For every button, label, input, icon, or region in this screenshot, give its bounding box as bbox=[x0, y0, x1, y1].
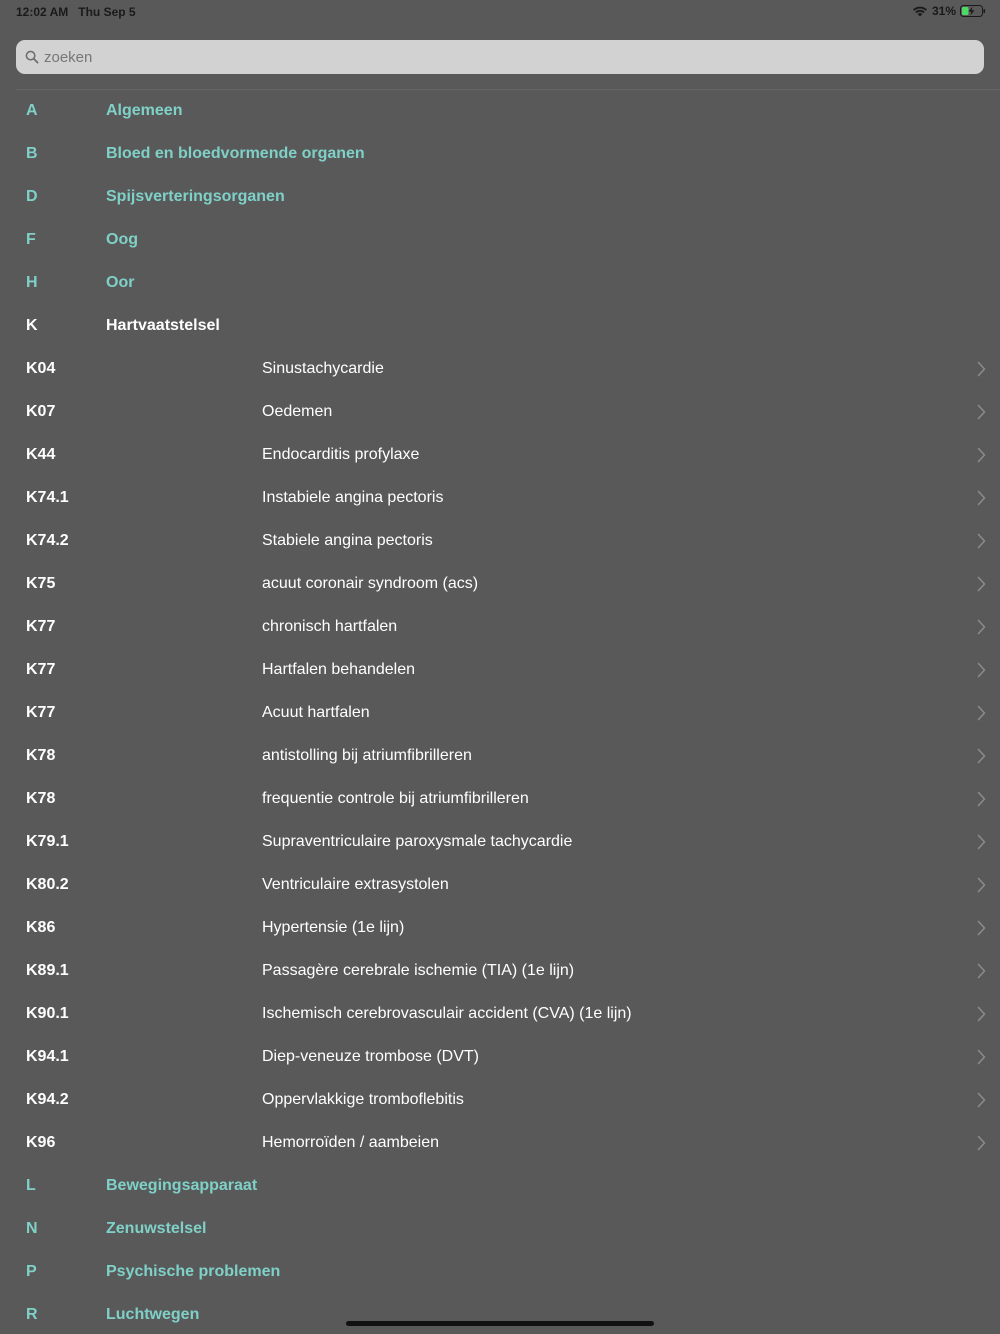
item-code: K77 bbox=[26, 704, 56, 721]
list-item[interactable] bbox=[0, 864, 1000, 907]
category-list bbox=[0, 90, 1000, 1334]
category-row[interactable] bbox=[0, 1294, 1000, 1334]
list-item[interactable] bbox=[0, 649, 1000, 692]
list-item[interactable] bbox=[0, 778, 1000, 821]
list-item[interactable] bbox=[0, 1122, 1000, 1165]
chevron-right-icon bbox=[977, 404, 986, 420]
item-code: K96 bbox=[26, 1134, 56, 1151]
category-row[interactable] bbox=[0, 1165, 1000, 1208]
chevron-right-icon bbox=[977, 1006, 986, 1022]
list-item[interactable] bbox=[0, 348, 1000, 391]
category-code: R bbox=[26, 1306, 38, 1323]
item-code: K77 bbox=[26, 618, 56, 635]
status-left bbox=[16, 5, 136, 19]
chevron-right-icon bbox=[977, 920, 986, 936]
chevron-right-icon bbox=[977, 1049, 986, 1065]
category-code: P bbox=[26, 1263, 37, 1280]
list-item[interactable] bbox=[0, 520, 1000, 563]
category-code: H bbox=[26, 274, 38, 291]
item-code: K86 bbox=[26, 919, 56, 936]
item-title: Hemorroïden / aambeien bbox=[262, 1134, 439, 1151]
list-item[interactable] bbox=[0, 477, 1000, 520]
item-code: K78 bbox=[26, 747, 56, 764]
list-item[interactable] bbox=[0, 821, 1000, 864]
item-code: K79.1 bbox=[26, 833, 69, 850]
item-title: Instabiele angina pectoris bbox=[262, 489, 444, 506]
category-title: Spijsverteringsorganen bbox=[106, 188, 285, 205]
status-date: Thu Sep 5 bbox=[78, 5, 136, 19]
item-title: Oedemen bbox=[262, 403, 333, 420]
item-code: K80.2 bbox=[26, 876, 69, 893]
category-title: Oog bbox=[106, 231, 138, 248]
item-code: K74.1 bbox=[26, 489, 69, 506]
chevron-right-icon bbox=[977, 963, 986, 979]
category-row[interactable] bbox=[0, 90, 1000, 133]
chevron-right-icon bbox=[977, 662, 986, 678]
list-item[interactable] bbox=[0, 1079, 1000, 1122]
chevron-right-icon bbox=[977, 1092, 986, 1108]
chevron-right-icon bbox=[977, 705, 986, 721]
item-title: Endocarditis profylaxe bbox=[262, 446, 420, 463]
category-row[interactable] bbox=[0, 176, 1000, 219]
item-code: K07 bbox=[26, 403, 56, 420]
category-row[interactable] bbox=[0, 262, 1000, 305]
category-title: Algemeen bbox=[106, 102, 183, 119]
chevron-right-icon bbox=[977, 490, 986, 506]
home-indicator[interactable] bbox=[346, 1321, 654, 1326]
item-code: K44 bbox=[26, 446, 56, 463]
category-code: F bbox=[26, 231, 36, 248]
category-title: Luchtwegen bbox=[106, 1306, 200, 1323]
item-title: frequentie controle bij atriumfibrilleren bbox=[262, 790, 529, 807]
list-item[interactable] bbox=[0, 950, 1000, 993]
item-code: K78 bbox=[26, 790, 56, 807]
category-code: L bbox=[26, 1177, 36, 1194]
item-code: K94.2 bbox=[26, 1091, 69, 1108]
item-title: Hartfalen behandelen bbox=[262, 661, 416, 678]
category-title: Zenuwstelsel bbox=[106, 1220, 207, 1237]
category-title: Hartvaatstelsel bbox=[106, 317, 220, 334]
item-code: K77 bbox=[26, 661, 56, 678]
wifi-icon bbox=[912, 5, 928, 17]
item-code: K04 bbox=[26, 360, 56, 377]
category-code: N bbox=[26, 1220, 38, 1237]
item-title: Sinustachycardie bbox=[262, 360, 384, 377]
chevron-right-icon bbox=[977, 533, 986, 549]
item-title: Supraventriculaire paroxysmale tachycardie bbox=[262, 833, 573, 850]
item-code: K94.1 bbox=[26, 1048, 69, 1065]
list-item[interactable] bbox=[0, 993, 1000, 1036]
item-title: Stabiele angina pectoris bbox=[262, 532, 433, 549]
list-item[interactable] bbox=[0, 907, 1000, 950]
chevron-right-icon bbox=[977, 447, 986, 463]
item-code: K89.1 bbox=[26, 962, 69, 979]
search-bar[interactable] bbox=[16, 40, 984, 74]
category-title: Bewegingsapparaat bbox=[106, 1177, 258, 1194]
category-row[interactable] bbox=[0, 219, 1000, 262]
chevron-right-icon bbox=[977, 748, 986, 764]
search-input[interactable] bbox=[44, 40, 964, 74]
chevron-right-icon bbox=[977, 361, 986, 377]
status-right bbox=[912, 4, 986, 18]
list-item[interactable] bbox=[0, 692, 1000, 735]
item-title: antistolling bij atriumfibrilleren bbox=[262, 747, 472, 764]
list-item[interactable] bbox=[0, 391, 1000, 434]
search-icon bbox=[25, 50, 39, 64]
status-bar bbox=[0, 0, 1000, 24]
list-item[interactable] bbox=[0, 563, 1000, 606]
chevron-right-icon bbox=[977, 834, 986, 850]
item-title: Ischemisch cerebrovasculair accident (CVA) (1e lijn) bbox=[262, 1005, 632, 1022]
chevron-right-icon bbox=[977, 619, 986, 635]
category-code: A bbox=[26, 102, 38, 119]
battery-percent: 31% bbox=[931, 4, 956, 18]
category-row[interactable] bbox=[0, 1251, 1000, 1294]
status-time: 12:02 AM bbox=[16, 5, 69, 19]
chevron-right-icon bbox=[977, 791, 986, 807]
category-row-expanded[interactable] bbox=[0, 305, 1000, 348]
list-item[interactable] bbox=[0, 434, 1000, 477]
category-code: D bbox=[26, 188, 38, 205]
category-title: Oor bbox=[106, 274, 135, 291]
item-code: K75 bbox=[26, 575, 56, 592]
item-title: Acuut hartfalen bbox=[262, 704, 370, 721]
list-item[interactable] bbox=[0, 606, 1000, 649]
category-row[interactable] bbox=[0, 1208, 1000, 1251]
item-title: Ventriculaire extrasystolen bbox=[262, 876, 449, 893]
chevron-right-icon bbox=[977, 576, 986, 592]
item-title: chronisch hartfalen bbox=[262, 618, 398, 635]
item-title: Diep-veneuze trombose (DVT) bbox=[262, 1048, 479, 1065]
category-code: K bbox=[26, 317, 38, 334]
item-title: acuut coronair syndroom (acs) bbox=[262, 575, 479, 592]
chevron-right-icon bbox=[977, 1135, 986, 1151]
chevron-right-icon bbox=[977, 877, 986, 893]
item-title: Hypertensie (1e lijn) bbox=[262, 919, 405, 936]
item-title: Passagère cerebrale ischemie (TIA) (1e lijn) bbox=[262, 962, 575, 979]
item-code: K74.2 bbox=[26, 532, 69, 549]
category-row[interactable] bbox=[0, 133, 1000, 176]
category-title: Bloed en bloedvormende organen bbox=[106, 145, 365, 162]
list-item[interactable] bbox=[0, 735, 1000, 778]
category-code: B bbox=[26, 145, 38, 162]
list-item[interactable] bbox=[0, 1036, 1000, 1079]
item-code: K90.1 bbox=[26, 1005, 69, 1022]
battery-charging-icon bbox=[960, 5, 986, 17]
item-title: Oppervlakkige tromboflebitis bbox=[262, 1091, 464, 1108]
category-title: Psychische problemen bbox=[106, 1263, 281, 1280]
